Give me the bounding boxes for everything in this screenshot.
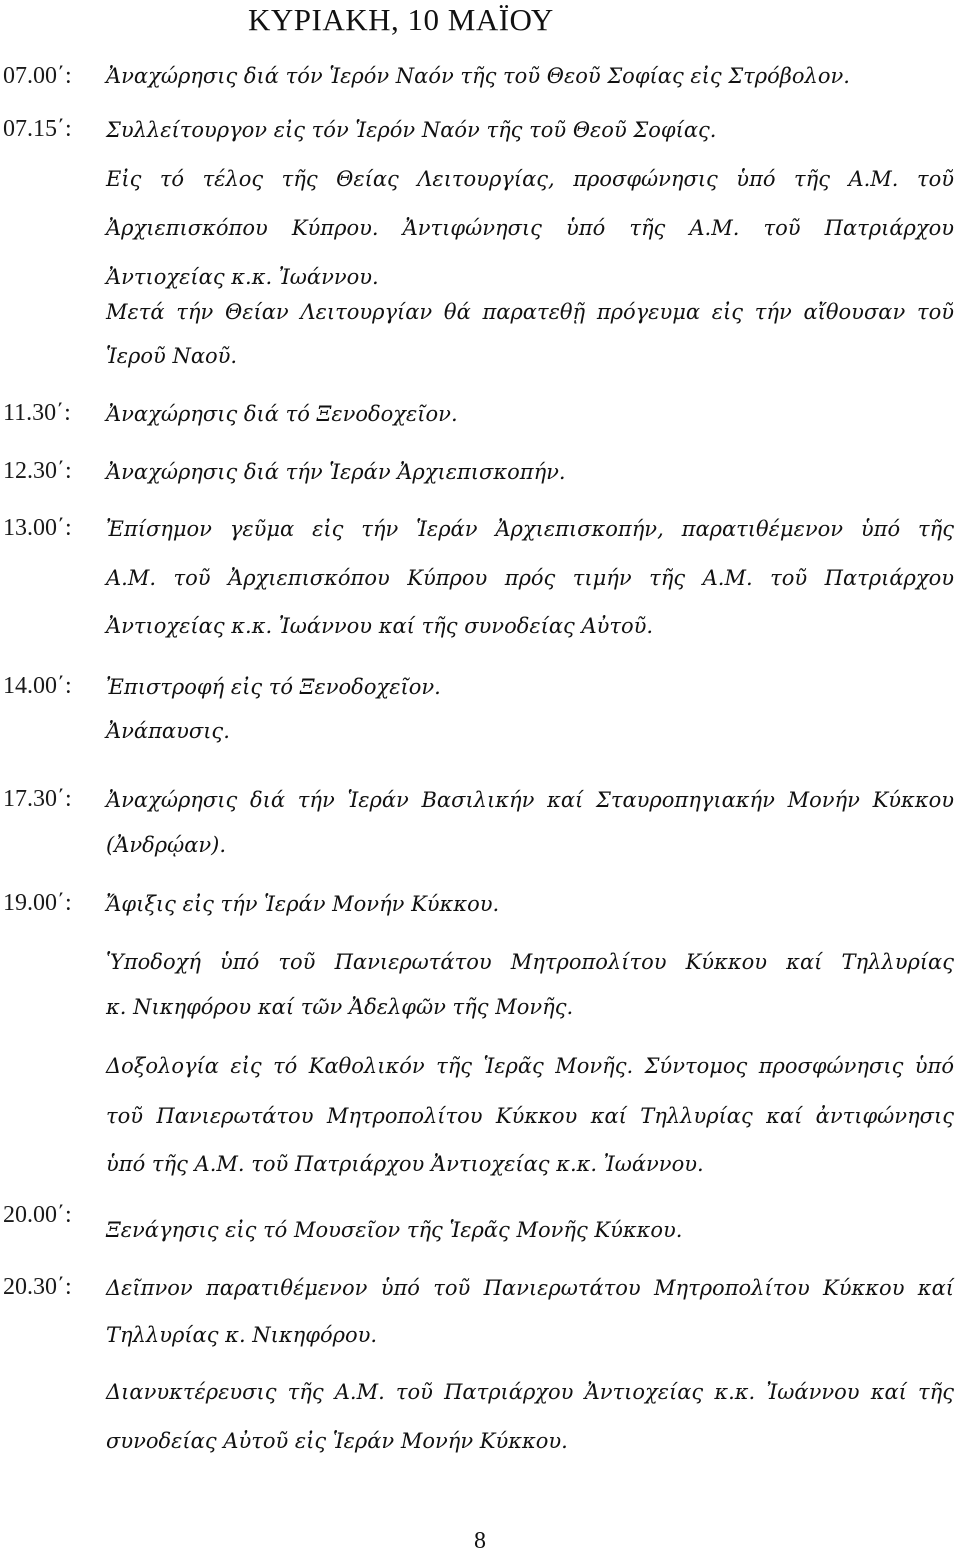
schedule-line: Ὑποδοχή ὑπό τοῦ Πανιερωτάτου Μητροπολίτου Κύκκου καί Τηλλυρίας: [106, 950, 954, 974]
time-1300: 13.00΄:: [3, 515, 72, 541]
schedule-line: Ἐπίσημον γεῦμα εἰς τήν Ἱεράν Ἀρχιεπισκοπήν, παρατιθέμενον ὑπό τῆς: [106, 517, 954, 541]
schedule-line: Ἀντιοχείας κ.κ. Ἰωάννου.: [106, 265, 379, 289]
schedule-line: τοῦ Πανιερωτάτου Μητροπολίτου Κύκκου καί Τηλλυρίας καί ἀντιφώνησις: [106, 1104, 954, 1128]
schedule-line: Εἰς τό τέλος τῆς Θείας Λειτουργίας, προσφώνησις ὑπό τῆς Α.Μ. τοῦ: [106, 167, 954, 191]
schedule-line: συνοδείας Αὐτοῦ εἰς Ἱεράν Μονήν Κύκκου.: [106, 1429, 568, 1453]
schedule-line: Ἀναχώρησις διά τό Ξενοδοχεῖον.: [106, 402, 458, 426]
time-2030: 20.30΄:: [3, 1274, 72, 1300]
schedule-line: Ἀνάπαυσις.: [106, 719, 230, 743]
time-2000: 20.00΄:: [3, 1202, 72, 1228]
time-1730: 17.30΄:: [3, 786, 72, 812]
time-1400: 14.00΄:: [3, 673, 72, 699]
schedule-line: Μετά τήν Θείαν Λειτουργίαν θά παρατεθῇ πρόγευμα εἰς τήν αἴθουσαν τοῦ: [106, 300, 954, 324]
time-0700: 07.00΄:: [3, 63, 72, 89]
page-number: 8: [474, 1528, 486, 1554]
schedule-line: Συλλείτουργον εἰς τόν Ἱερόν Ναόν τῆς τοῦ Θεοῦ Σοφίας.: [106, 118, 717, 142]
time-1230: 12.30΄:: [3, 458, 72, 484]
schedule-line: Ἄφιξις εἰς τήν Ἱεράν Μονήν Κύκκου.: [106, 892, 500, 916]
schedule-line: Ἀναχώρησις διά τήν Ἱεράν Ἀρχιεπισκοπήν.: [106, 460, 566, 484]
schedule-line: ὑπό τῆς Α.Μ. τοῦ Πατριάρχου Ἀντιοχείας κ.κ. Ἰωάννου.: [106, 1152, 704, 1176]
page-title: ΚΥΡΙΑΚΗ, 10 ΜΑΪΟΥ: [248, 2, 554, 37]
schedule-line: Τηλλυρίας κ. Νικηφόρου.: [106, 1323, 378, 1347]
schedule-line: Δεῖπνον παρατιθέμενον ὑπό τοῦ Πανιερωτάτου Μητροπολίτου Κύκκου καί: [106, 1276, 954, 1300]
schedule-line: Ἀρχιεπισκόπου Κύπρου. Ἀντιφώνησις ὑπό τῆς Α.Μ. τοῦ Πατριάρχου: [106, 216, 954, 240]
schedule-line: Δοξολογία εἰς τό Καθολικόν τῆς Ἱερᾶς Μονῆς. Σύντομος προσφώνησις ὑπό: [106, 1054, 954, 1078]
schedule-line: Ξενάγησις εἰς τό Μουσεῖον τῆς Ἱερᾶς Μονῆς Κύκκου.: [106, 1218, 683, 1242]
time-1900: 19.00΄:: [3, 890, 72, 916]
schedule-line: Ἀναχώρησις διά τήν Ἱεράν Βασιλικήν καί Σταυροπηγιακήν Μονήν Κύκκου: [106, 788, 954, 812]
schedule-line: Ἱεροῦ Ναοῦ.: [106, 344, 238, 368]
schedule-line: (Ἀνδρῴαν).: [106, 833, 227, 857]
schedule-line: Ἀναχώρησις διά τόν Ἱερόν Ναόν τῆς τοῦ Θεοῦ Σοφίας εἰς Στρόβολον.: [106, 64, 850, 88]
schedule-line: Α.Μ. τοῦ Ἀρχιεπισκόπου Κύπρου πρός τιμήν τῆς Α.Μ. τοῦ Πατριάρχου: [106, 566, 954, 590]
schedule-line: Ἀντιοχείας κ.κ. Ἰωάννου καί τῆς συνοδείας Αὐτοῦ.: [106, 614, 654, 638]
schedule-line: Ἐπιστροφή εἰς τό Ξενοδοχεῖον.: [106, 675, 441, 699]
time-0715: 07.15΄:: [3, 116, 72, 142]
schedule-line: Διανυκτέρευσις τῆς Α.Μ. τοῦ Πατριάρχου Ἀντιοχείας κ.κ. Ἰωάννου καί τῆς: [106, 1380, 954, 1404]
schedule-line: κ. Νικηφόρου καί τῶν Ἀδελφῶν τῆς Μονῆς.: [106, 995, 574, 1019]
time-1130: 11.30΄:: [3, 400, 71, 426]
